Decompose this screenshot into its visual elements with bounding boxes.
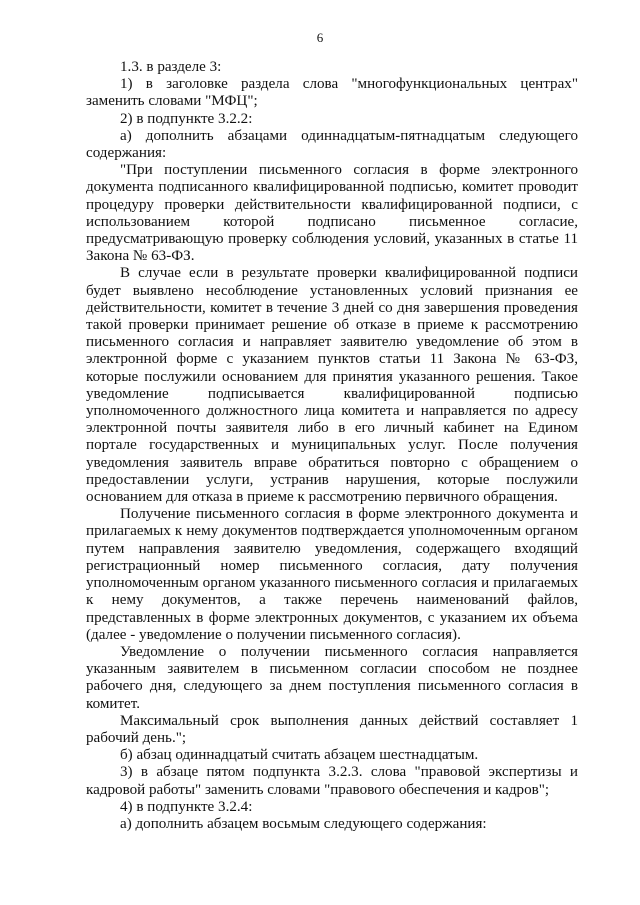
paragraph-item-2a: а) дополнить абзацами одиннадцатым-пятнадцатым следующего содержания: xyxy=(86,127,578,162)
quoted-paragraph-1: "При поступлении письменного согласия в форме электронного документа подписанного квалифицированной подписью, комитет проводит процедуру проверки действительности квалифицированной подписи, с использованием которой подписано письменное согласие, предусматривающую проверку соблюдения условий, указанных в статье 11 Закона № 63-ФЗ. xyxy=(86,162,578,265)
paragraph-item-2: 2) в подпункте 3.2.2: xyxy=(120,110,253,127)
paragraph-section-3: 1.3. в разделе 3: xyxy=(120,59,222,75)
paragraph-item-1: 1) в заголовке раздела слова "многофункциональных центрах" заменить словами "МФЦ"; xyxy=(86,76,578,110)
document-body xyxy=(86,59,578,833)
paragraph-item-3: 3) в абзаце пятом подпункта 3.2.3. слова "правовой экспертизы и кадровой работы" заменить словами "правового обеспечения и кадров"; xyxy=(86,764,578,798)
paragraph-item-4a: а) дополнить абзацем восьмым следующего содержания: xyxy=(120,815,487,832)
paragraph-item-4: 4) в подпункте 3.2.4: xyxy=(120,798,253,815)
paragraph-item-2b: б) абзац одиннадцатый считать абзацем шестнадцатым. xyxy=(120,747,479,764)
quoted-paragraph-2: В случае если в результате проверки квалифицированной подписи будет выявлено несоблюдение установленных условий признания ее действительности, комитет в течение 3 дней со дня завершения проведения такой проверки принимает решение об отказе в приеме к рассмотрению письменного согласия и направляет заявителю уведомление об этом в электронной форме с указанием пунктов статьи 11 Закона № 63-ФЗ, которые послужили основанием для принятия указанного решения. Такое уведомление подписывается квалифицированной подписью уполномоченного должностного лица комитета и направляется по адресу электронной почты заявителя либо в его личный кабинет на Едином портале государственных и муниципальных услуг. После получения уведомления заявитель вправе обратиться повторно с обращением о предоставлении услуги, устранив нарушения, которые послужили основанием для отказа в приеме к рассмотрению первичного обращения. xyxy=(86,265,578,506)
quoted-paragraph-3: Получение письменного согласия в форме электронного документа и прилагаемых к нему документов подтверждается уполномоченным органом путем направления заявителю уведомления, содержащего входящий регистрационный номер письменного согласия, дату получения уполномоченным органом указанного письменного согласия и прилагаемых к нему документов, а также перечень наименований файлов, представленных в форме электронных документов, с указанием их объема (далее - уведомление о получении письменного согласия). xyxy=(86,506,578,643)
quoted-paragraph-5: Максимальный срок выполнения данных действий составляет 1 рабочий день."; xyxy=(86,712,578,746)
page-number: 6 xyxy=(316,30,324,45)
quoted-paragraph-4: Уведомление о получении письменного согласия направляется указанным заявителем в письменном согласии способом не позднее рабочего дня, следующего за днем поступления письменного согласия в комитет. xyxy=(86,643,578,712)
